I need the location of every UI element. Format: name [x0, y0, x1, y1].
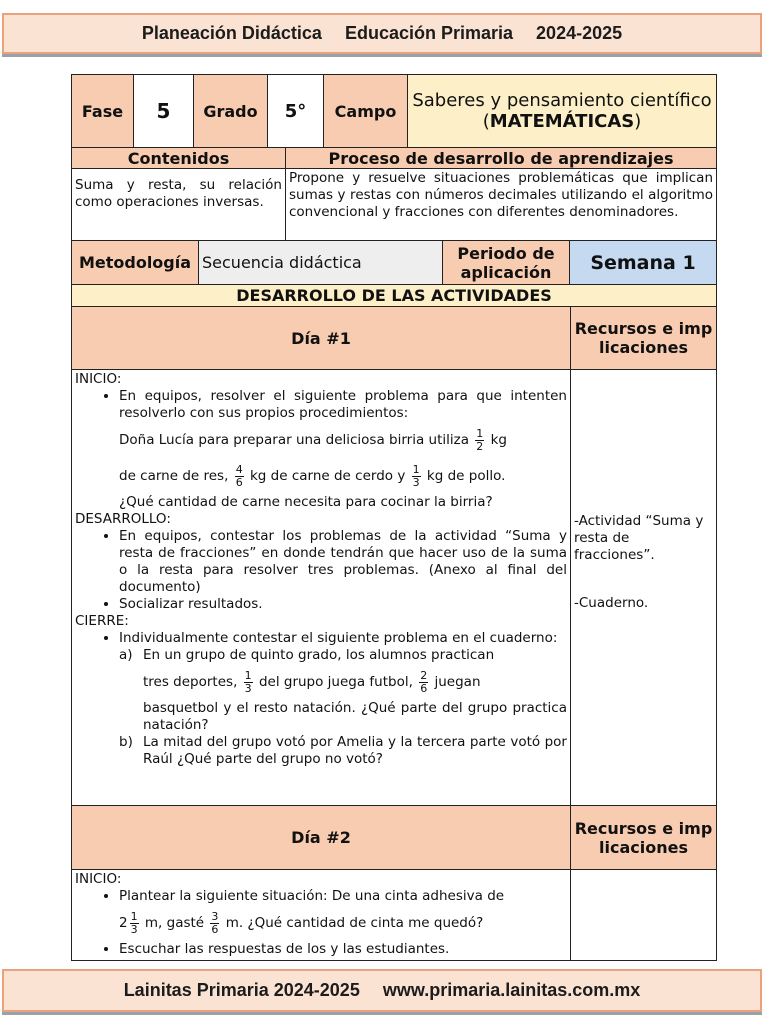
day2-bullet-2: • Escuchar las respuestas de los y las estudiantes. [119, 941, 567, 958]
day1-desarrollo-bullet-1: • En equipos, contestar los problemas de la actividad “Suma y resta de fracciones” en donde tendrán que hacer uso de la suma o la resta para resolver tres problemas. (Anexo al final del documento) [119, 528, 567, 596]
fraction: $\frac{2}{6}$ [420, 668, 428, 695]
day1-recursos [571, 370, 717, 806]
day1-item-a: a) En un grupo de quinto grado, los alumnos practican tres deportes, $\frac{1}{3}$ del grupo juega futbol, $\frac{2}{6}$ juegan basquetbol y el resto natación. ¿Qué parte del grupo practica natación? [119, 647, 567, 733]
day1-title: Día #1 [72, 307, 571, 370]
periodo-label: Periodo de aplicación [443, 241, 570, 285]
day2-title: Día #2 [72, 806, 571, 870]
footer-brand: Lainitas Primaria 2024-2025 [123, 980, 360, 1000]
day1-cierre-label: CIERRE: [75, 613, 129, 629]
fase-label: Fase [72, 75, 134, 148]
fraction: $\frac{1}{3}$ [130, 909, 138, 936]
contenidos-text: Suma y resta, su relación como operaciones inversas. [72, 169, 286, 241]
info-table [71, 74, 717, 148]
fraction: $\frac{4}{6}$ [235, 462, 243, 489]
content-table [71, 147, 717, 241]
day1-inicio-label: INICIO: [75, 371, 122, 387]
activities-table [71, 284, 717, 961]
day1-recursos-label: Recursos e implicaciones [571, 307, 717, 370]
day1-desarrollo-bullet-2: • Socializar resultados. [119, 596, 567, 613]
day1-recurso-1: -Actividad “Suma y resta de fracciones”. [574, 513, 704, 563]
fraction: $\frac{1}{3}$ [244, 668, 252, 695]
metodologia-table [71, 240, 717, 285]
day1-problem: Doña Lucía para preparar una deliciosa birria utiliza $\frac{1}{2}$ kg de carne de res, $\frac{4}{6}$ kg de carne de cerdo y $\frac{1}{3}$ kg de pollo. ¿Qué cantidad de carne necesita para cocinar la birria? [119, 426, 507, 510]
header-title: Planeación Didáctica [141, 23, 322, 43]
fase-value: 5 [134, 75, 194, 148]
header-level: Educación Primaria [344, 23, 514, 43]
campo-label: Campo [324, 75, 408, 148]
day2-bullet-1: • Plantear la siguiente situación: De una cinta adhesiva de 2 $\frac{1}{3}$ m, gasté $\frac{3}{6}$ m. ¿Qué cantidad de cinta me quedó? [119, 888, 567, 941]
day1-body [72, 370, 571, 806]
contenidos-label: Contenidos [72, 148, 286, 169]
day1-desarrollo-label: DESARROLLO: [75, 511, 171, 527]
footer-banner [2, 969, 762, 1012]
day2-recursos [571, 870, 717, 961]
grado-label: Grado [194, 75, 268, 148]
semana-value: Semana 1 [570, 241, 717, 285]
day2-body [72, 870, 571, 961]
campo-line: Saberes y pensamiento científico [412, 90, 712, 111]
metodologia-label: Metodología [72, 241, 199, 285]
metodologia-value: Secuencia didáctica [199, 241, 443, 285]
day1-recurso-2: -Cuaderno. [574, 595, 649, 611]
fraction: $\frac{1}{3}$ [412, 462, 420, 489]
day1-inicio-bullet: • En equipos, resolver el siguiente problema para que intenten resolverlo con sus propios procedimientos: [119, 388, 567, 422]
header-cycle: 2024-2025 [536, 23, 623, 43]
campo-value: Saberes y pensamiento científico (MATEMÁTICAS) [408, 75, 717, 148]
day1-item-b: b) La mitad del grupo votó por Amelia y la tercera parte votó por Raúl ¿Qué parte del grupo no votó? [119, 734, 567, 767]
day2-inicio-label: INICIO: [75, 871, 122, 887]
campo-subject: MATEMÁTICAS [489, 111, 635, 132]
header-banner [2, 13, 762, 54]
proceso-text: Propone y resuelve situaciones problemáticas que implican sumas y restas con números decimales utilizando el algoritmo convencional y fracciones con diferentes denominadores. [286, 169, 717, 241]
grado-value: 5° [268, 75, 324, 148]
fraction: $\frac{1}{2}$ [476, 426, 484, 453]
desarrollo-title: DESARROLLO DE LAS ACTIVIDADES [72, 285, 717, 307]
day2-recursos-label: Recursos e implicaciones [571, 806, 717, 870]
footer-url: www.primaria.lainitas.com.mx [382, 980, 641, 1000]
fraction: $\frac{3}{6}$ [211, 909, 219, 936]
day1-cierre-bullet: • Individualmente contestar el siguiente problema en el cuaderno: [119, 630, 567, 647]
proceso-label: Proceso de desarrollo de aprendizajes [286, 148, 717, 169]
